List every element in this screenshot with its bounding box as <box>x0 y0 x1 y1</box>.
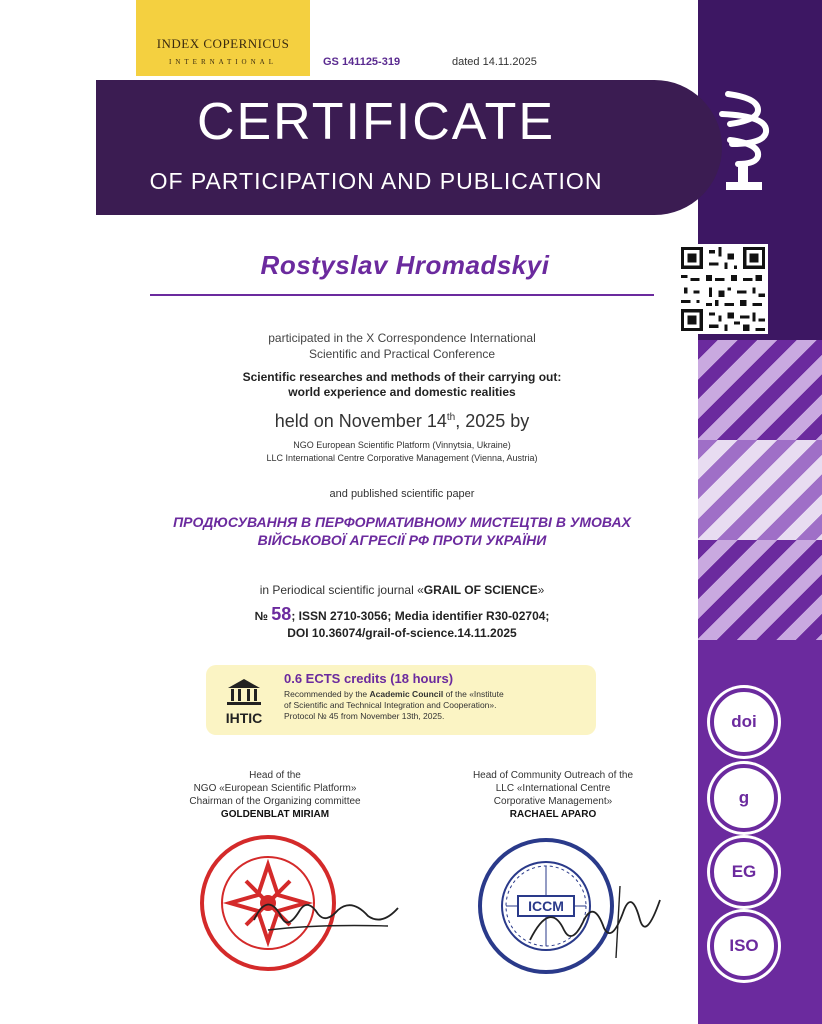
signatory-left <box>150 769 400 821</box>
signatory-line: Corporative Management» <box>493 796 613 807</box>
published-text: and published scientific paper <box>329 488 475 500</box>
ihtic-label: IHTIC <box>225 710 263 726</box>
journal-prefix: in Periodical scientific journal « <box>259 583 424 597</box>
signatory-line: LLC «International Centre <box>495 783 611 794</box>
organizers <box>150 439 654 465</box>
ects-desc-line: Protocol № 45 from November 13th, 2025. <box>284 711 445 721</box>
participation-line: Scientific and Practical Conference <box>308 347 496 361</box>
iso-label: ISO <box>729 936 759 955</box>
ects-desc-text: Recommended by the <box>284 689 370 699</box>
organizer-line: NGO European Scientific Platform (Vinnytsia, Ukraine) <box>293 440 511 450</box>
ects-description <box>284 689 589 722</box>
ects-desc-line: of Scientific and Technical Integration and Cooperation». <box>284 700 497 710</box>
issue-details <box>150 606 654 642</box>
ects-desc-text: of the «Institute <box>443 689 504 699</box>
signatory-right <box>428 769 678 821</box>
issue-info: ; ISSN 2710-3056; Media identifier R30-02704; <box>291 609 550 623</box>
participation-line: participated in the X Correspondence International <box>268 331 536 345</box>
qr-code[interactable] <box>678 244 768 334</box>
ects-desc-bold: Academic Council <box>369 689 444 699</box>
institute-building-icon <box>222 676 266 706</box>
signatory-name: GOLDENBLAT MIRIAM <box>220 809 330 820</box>
issue-number: 58 <box>271 604 292 624</box>
grail-logo-icon <box>708 84 788 204</box>
eg-badge-icon <box>710 838 778 906</box>
doi-text: DOI 10.36074/grail-of-science.14.11.2025 <box>287 626 517 640</box>
participation-text <box>150 330 654 362</box>
signature-right <box>520 880 670 960</box>
google-scholar-label: g <box>738 788 750 807</box>
ects-title: 0.6 ECTS credits (18 hours) <box>284 671 454 686</box>
signatory-line: Head of the <box>249 770 301 781</box>
conference-title <box>150 370 654 400</box>
iso-badge-icon <box>710 912 778 980</box>
divider <box>150 294 654 296</box>
held-suffix: , 2025 by <box>455 411 530 431</box>
doi-label: doi <box>731 712 757 731</box>
journal-suffix: » <box>537 583 545 597</box>
paper-title-line: ПРОДЮСУВАННЯ В ПЕРФОРМАТИВНОМУ МИСТЕЦТВІ В УМОВАХ <box>173 514 631 530</box>
signatory-line: Head of Community Outreach of the <box>472 770 634 781</box>
signatory-line: Chairman of the Organizing committee <box>189 796 361 807</box>
stripe-band <box>698 540 822 640</box>
organizer-line: LLC International Centre Corporative Management (Vienna, Austria) <box>266 453 538 463</box>
index-copernicus-subtitle: INTERNATIONAL <box>169 58 277 66</box>
held-prefix: held on November 14 <box>274 411 447 431</box>
doi-badge-icon <box>710 688 778 756</box>
issue-prefix: № <box>254 609 268 623</box>
stripe-band <box>698 440 822 540</box>
journal-line <box>150 583 654 597</box>
gs-number: GS 141125-319 <box>323 56 401 68</box>
signatory-name: RACHAEL APARO <box>509 809 597 820</box>
eg-label: EG <box>731 862 757 881</box>
signature-left <box>248 880 408 940</box>
certificate-title: CERTIFICATE <box>196 93 556 151</box>
iccm-stamp-text: ICCM <box>528 898 564 914</box>
paper-title-line: ВІЙСЬКОВОЇ АГРЕСІЇ РФ ПРОТИ УКРАЇНИ <box>257 532 547 548</box>
signatory-line: NGO «European Scientific Platform» <box>193 783 357 794</box>
held-superscript: th <box>446 412 456 423</box>
certificate-subtitle: OF PARTICIPATION AND PUBLICATION <box>149 168 603 194</box>
google-scholar-badge-icon <box>710 764 778 832</box>
conference-title-line: world experience and domestic realities <box>288 385 516 399</box>
journal-name: GRAIL OF SCIENCE <box>423 583 538 597</box>
stripe-band <box>698 340 822 440</box>
recipient-name: Rostyslav Hromadskyi <box>260 250 550 280</box>
held-date <box>150 411 654 432</box>
index-copernicus-logo <box>136 0 310 76</box>
conference-title-line: Scientific researches and methods of their carrying out: <box>242 370 562 384</box>
paper-title <box>150 513 654 549</box>
index-copernicus-title: INDEX COPERNICUS <box>156 36 290 51</box>
dated-label: dated 14.11.2025 <box>452 56 537 68</box>
